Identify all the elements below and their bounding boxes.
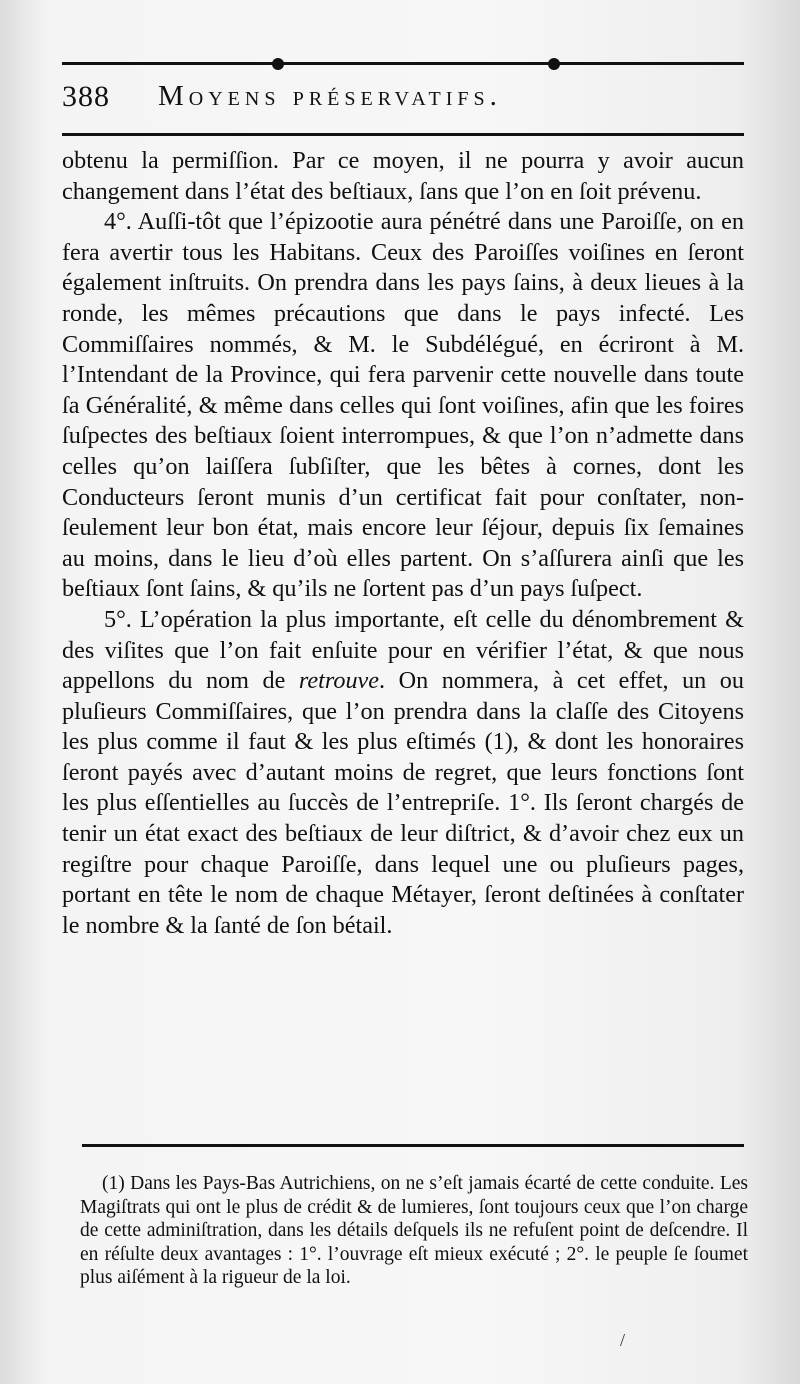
page-number: 388: [62, 80, 110, 113]
footnote: [80, 1172, 748, 1290]
running-title: Moyens préservatifs.: [158, 80, 502, 112]
italic-term-retrouve: retrouve: [298, 667, 380, 695]
page-header: [62, 80, 744, 120]
footnote-text: (1) Dans les Pays-Bas Autrichiens, on ne s’eſt jamais écarté de cette conduite. Les Magiſtrats qui ont le plus de crédit & de lumieres, ſont toujours ceux que l’on charge de cette adminiſtration, dans les détails deſquels ils ne refuſent point de deſcendre. Il en réſulte deux avantages : 1°. l’ouvrage eſt mieux exécuté ; 2°. le peuple ſe ſoumet plus aiſément à la rigueur de la loi.: [80, 1173, 748, 1289]
paragraph-4: 4°. Auſſi-tôt que l’épizootie aura pénétré dans une Paroiſſe, on en fera avertir tous les Habitans. Ceux des Paroiſſes voiſines en ſeront également inſtruits. On prendra dans les pays ſains, à deux lieues à la ronde, les mêmes précautions que dans le pays infecté. Les Commiſſaires nommés, & M. le Subdélégué, en écriront à M. l’Intendant de la Province, qui fera parvenir cette nouvelle dans toute ſa Généralité, & même dans celles qui ſont voiſines, afin que les foires ſuſpectes des beſtiaux ſoient interrompues, & que l’on n’admette dans celles qu’on laiſſera ſubſiſter, que les bêtes à cornes, dont les Conducteurs ſeront munis d’un certificat fait pour conſtater, non-ſeulement leur bon état, mais encore leur ſéjour, depuis ſix ſemaines au moins, dans le lieu d’où elles partent. On s’aſſurera ainſi que les beſtiaux ſont ſains, & qu’ils ne ſortent pas d’un pays ſuſpect.: [62, 208, 744, 603]
main-text: [62, 146, 744, 941]
footnote-rule: [82, 1144, 744, 1147]
paragraph-5-part-2: . On nommera, à cet effet, un ou pluſieurs Commiſſaires, que l’on prendra dans la claſſe des Citoyens les plus comme il faut & les plus eſtimés (1), & dont les honoraires ſeront payés avec d’autant moins de regret, que leurs fonctions ſont les plus eſſentielles au ſuccès de l’entrepriſe. 1°. Ils ſeront chargés de tenir un état exact des beſtiaux de leur diſtrict, & d’avoir chez eux un regiſtre pour chaque Paroiſſe, dans lequel une ou pluſieurs pages, portant en tête le nom de chaque Métayer, ſeront deſtinées à conſtater le nombre & la ſanté de ſon bétail.: [62, 667, 744, 939]
rule-ornament-left: [272, 58, 284, 70]
top-ornamental-rule: [62, 62, 744, 65]
rule-ornament-right: [548, 58, 560, 70]
paragraph-5: [62, 605, 744, 942]
paragraph-continuation: obtenu la permiſſion. Par ce moyen, il ne pourra y avoir aucun changement dans l’état des beſtiaux, ſans que l’on en ſoit prévenu.: [62, 147, 744, 205]
margin-mark: /: [620, 1330, 626, 1350]
paragraph-5-part-1: 5°. L’opération la plus importante, eſt celle du dénombrement & des viſites que l’on fait enſuite pour en vérifier l’état, & que nous appellons du nom de: [62, 605, 744, 695]
header-rule: [62, 133, 744, 136]
